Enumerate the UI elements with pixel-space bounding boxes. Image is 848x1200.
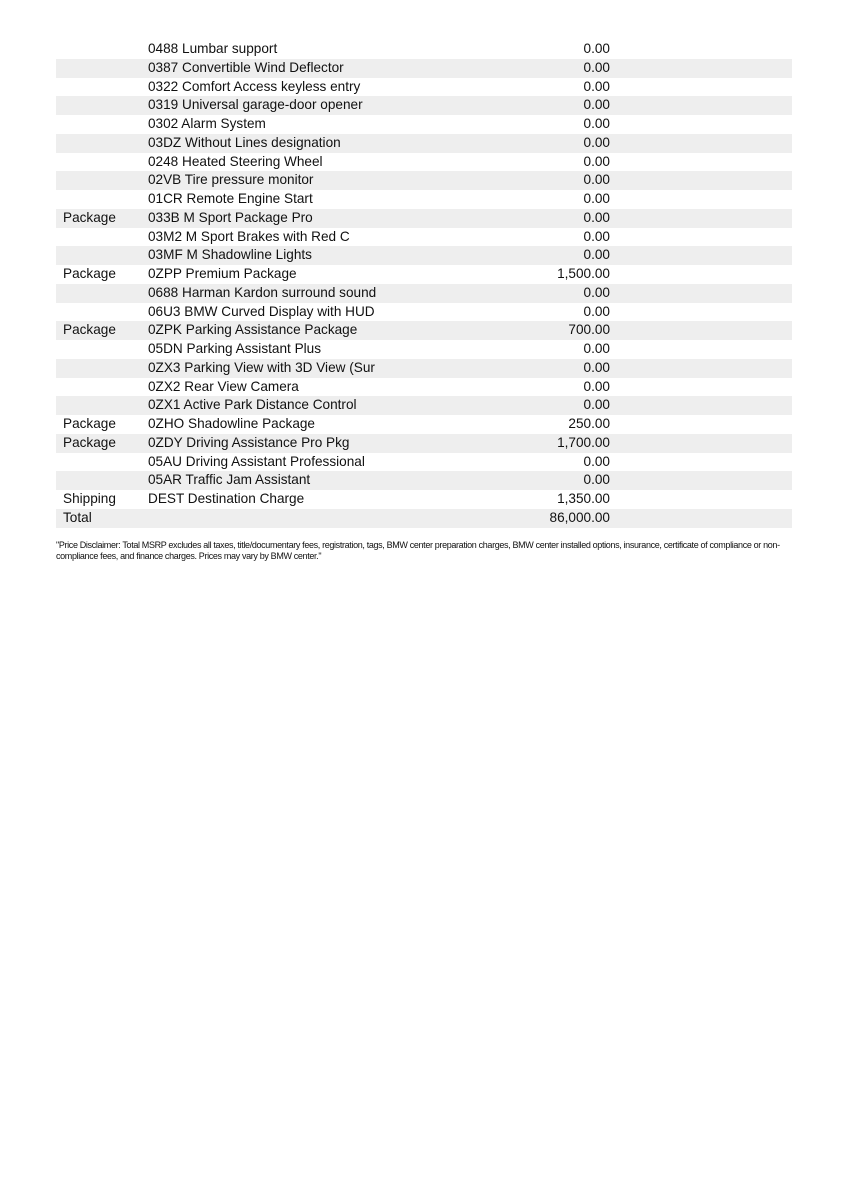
table-row xyxy=(56,434,792,453)
table-row xyxy=(56,415,792,434)
row-category: Package xyxy=(63,322,116,338)
table-row xyxy=(56,209,792,228)
row-price: 0.00 xyxy=(583,228,610,244)
row-description: 05AR Traffic Jam Assistant xyxy=(148,472,311,488)
row-price: 0.00 xyxy=(583,134,610,150)
row-price: 0.00 xyxy=(583,97,610,113)
row-description: 0322 Comfort Access keyless entry xyxy=(148,78,361,94)
row-price: 250.00 xyxy=(568,416,610,431)
row-description: 05DN Parking Assistant Plus xyxy=(148,341,322,356)
table-row xyxy=(56,190,792,209)
table-row xyxy=(56,471,792,490)
row-description: 0319 Universal garage-door opener xyxy=(148,97,363,113)
table-row xyxy=(56,284,792,303)
row-description: 0ZX3 Parking View with 3D View (Sur xyxy=(148,359,375,375)
table-row xyxy=(56,303,792,322)
price-table xyxy=(56,40,792,528)
row-description: 0ZPP Premium Package xyxy=(148,266,297,281)
table-row xyxy=(56,453,792,472)
row-price: 0.00 xyxy=(583,247,610,263)
row-price: 0.00 xyxy=(583,284,610,300)
row-price: 0.00 xyxy=(583,341,610,356)
row-price: 0.00 xyxy=(583,209,610,225)
row-price: 0.00 xyxy=(583,472,610,488)
row-description: 0ZDY Driving Assistance Pro Pkg xyxy=(148,434,350,450)
row-price: 0.00 xyxy=(583,116,610,131)
table-row xyxy=(56,96,792,115)
row-description: DEST Destination Charge xyxy=(148,491,305,506)
table-row xyxy=(56,396,792,415)
table-row xyxy=(56,340,792,359)
row-description: 05AU Driving Assistant Professional xyxy=(148,453,365,469)
table-row xyxy=(56,134,792,153)
row-description: 01CR Remote Engine Start xyxy=(148,191,313,206)
row-price: 0.00 xyxy=(583,191,610,206)
table-row xyxy=(56,115,792,134)
row-price: 0.00 xyxy=(583,397,610,413)
row-category: Package xyxy=(63,416,116,431)
row-price: 0.00 xyxy=(583,59,610,75)
table-row xyxy=(56,378,792,397)
row-description: 0ZHO Shadowline Package xyxy=(148,416,315,431)
row-price: 0.00 xyxy=(583,41,610,56)
row-description: 0302 Alarm System xyxy=(148,116,266,131)
table-row xyxy=(56,321,792,340)
row-description: 0ZX1 Active Park Distance Control xyxy=(148,397,357,413)
row-description: 0488 Lumbar support xyxy=(148,41,278,56)
table-row xyxy=(56,265,792,284)
table-row xyxy=(56,228,792,247)
row-category: Total xyxy=(63,509,92,525)
table-row xyxy=(56,359,792,378)
row-price: 700.00 xyxy=(568,322,610,338)
row-price: 0.00 xyxy=(583,153,610,169)
row-category: Package xyxy=(63,266,116,281)
row-price: 86,000.00 xyxy=(549,509,610,525)
table-row xyxy=(56,59,792,78)
row-description: 0248 Heated Steering Wheel xyxy=(148,153,323,169)
row-price: 1,350.00 xyxy=(557,491,610,506)
row-price: 0.00 xyxy=(583,78,610,94)
row-description: 0ZX2 Rear View Camera xyxy=(148,378,299,394)
table-row xyxy=(56,171,792,190)
row-description: 02VB Tire pressure monitor xyxy=(148,172,314,188)
row-price: 0.00 xyxy=(583,303,610,319)
row-description: 06U3 BMW Curved Display with HUD xyxy=(148,303,375,319)
row-description: 03MF M Shadowline Lights xyxy=(148,247,312,263)
table-row xyxy=(56,153,792,172)
row-price: 0.00 xyxy=(583,359,610,375)
row-price: 1,500.00 xyxy=(557,266,610,281)
table-row xyxy=(56,78,792,97)
table-row xyxy=(56,490,792,509)
row-description: 03DZ Without Lines designation xyxy=(148,134,341,150)
table-row xyxy=(56,40,792,59)
row-description: 033B M Sport Package Pro xyxy=(148,209,313,225)
table-row xyxy=(56,509,792,528)
row-price: 0.00 xyxy=(583,453,610,469)
row-description: 0387 Convertible Wind Deflector xyxy=(148,59,344,75)
row-price: 0.00 xyxy=(583,378,610,394)
row-category: Package xyxy=(63,209,116,225)
row-category: Package xyxy=(63,434,116,450)
row-price: 0.00 xyxy=(583,172,610,188)
row-description: 0ZPK Parking Assistance Package xyxy=(148,322,358,338)
row-price: 1,700.00 xyxy=(557,434,610,450)
price-disclaimer: "Price Disclaimer: Total MSRP excludes all taxes, title/documentary fees, registration, tags, BMW center preparation charges, BMW center installed options, insurance, certificate of compliance or non-compliance fees, and finance charges. Prices may vary by BMW center." xyxy=(56,540,780,561)
row-description: 03M2 M Sport Brakes with Red C xyxy=(148,228,350,244)
row-category: Shipping xyxy=(63,491,116,506)
table-row xyxy=(56,246,792,265)
row-description: 0688 Harman Kardon surround sound xyxy=(148,284,377,300)
